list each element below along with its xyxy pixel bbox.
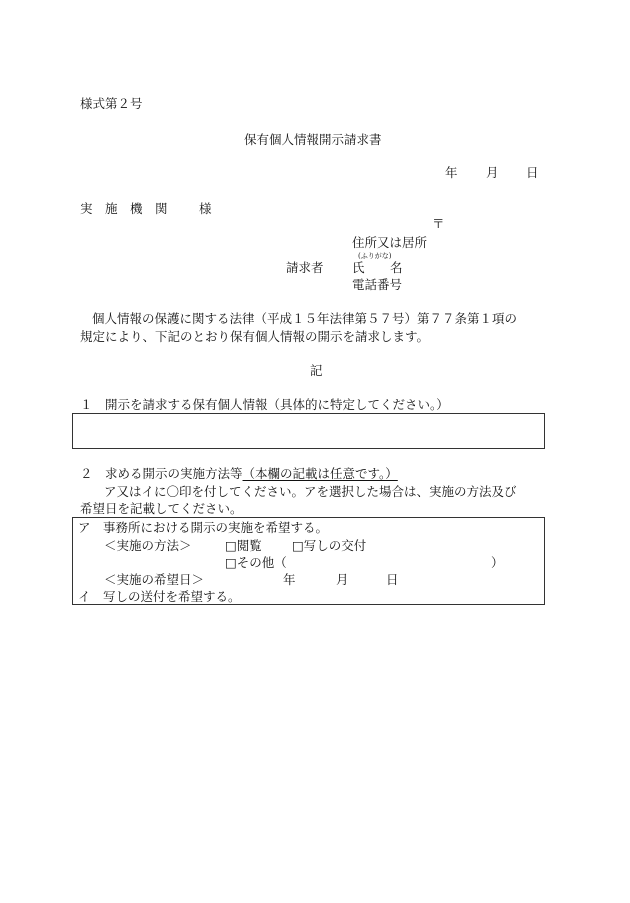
method-other-checkbox[interactable]: □その他（ (225, 555, 287, 570)
form-number: 様式第２号 (80, 96, 143, 111)
section1-input-box[interactable] (72, 413, 545, 449)
wish-year-label: 年 (283, 572, 296, 587)
date-day-label: 日 (526, 165, 539, 180)
date-month-label: 月 (486, 165, 499, 180)
postal-mark: 〒 (432, 216, 445, 231)
section2-heading (80, 466, 398, 481)
option-b[interactable]: イ 写しの送付を希望する。 (78, 589, 241, 604)
date-wish-label: ＜実施の希望日＞ (104, 572, 205, 587)
date-year-label: 年 (445, 165, 458, 180)
wish-month-label: 月 (336, 572, 349, 587)
name-label-2: 名 (390, 260, 403, 275)
body-line-1: 個人情報の保護に関する法律（平成１５年法律第５７号）第７７条第１項の (92, 311, 518, 326)
section2-instruction-1: ア又はイに〇印を付してください。アを選択した場合は、実施の方法及び (104, 484, 517, 499)
method-copy-checkbox[interactable]: □写しの交付 (292, 538, 367, 553)
requester-label: 請求者 (286, 260, 324, 275)
wish-day-label: 日 (386, 572, 399, 587)
body-line-2: 規定により、下記のとおり保有個人情報の開示を請求します。 (80, 329, 430, 344)
section1-heading: １ 開示を請求する保有個人情報（具体的に特定してください。） (80, 397, 449, 412)
addressee-org: 実 施 機 関 (80, 201, 168, 216)
section2-heading-text: ２ 求める開示の実施方法等 (80, 466, 243, 481)
furigana-label: (ふりがな) (358, 252, 392, 260)
form-title: 保有個人情報開示請求書 (244, 132, 382, 147)
method-other-close: ） (491, 555, 504, 570)
name-label-1: 氏 (352, 260, 365, 275)
method-view-checkbox[interactable]: □閲覧 (225, 538, 262, 553)
addressee-honorific: 様 (199, 201, 212, 216)
address-label: 住所又は居所 (352, 235, 428, 250)
section2-instruction-2: 希望日を記載してください。 (80, 501, 243, 516)
section2-optional-note: （本欄の記載は任意です。） (242, 466, 398, 481)
option-a[interactable]: ア 事務所における開示の実施を希望する。 (78, 520, 329, 535)
ki-label: 記 (310, 363, 323, 378)
phone-label: 電話番号 (352, 277, 403, 292)
method-label: ＜実施の方法＞ (104, 538, 192, 553)
